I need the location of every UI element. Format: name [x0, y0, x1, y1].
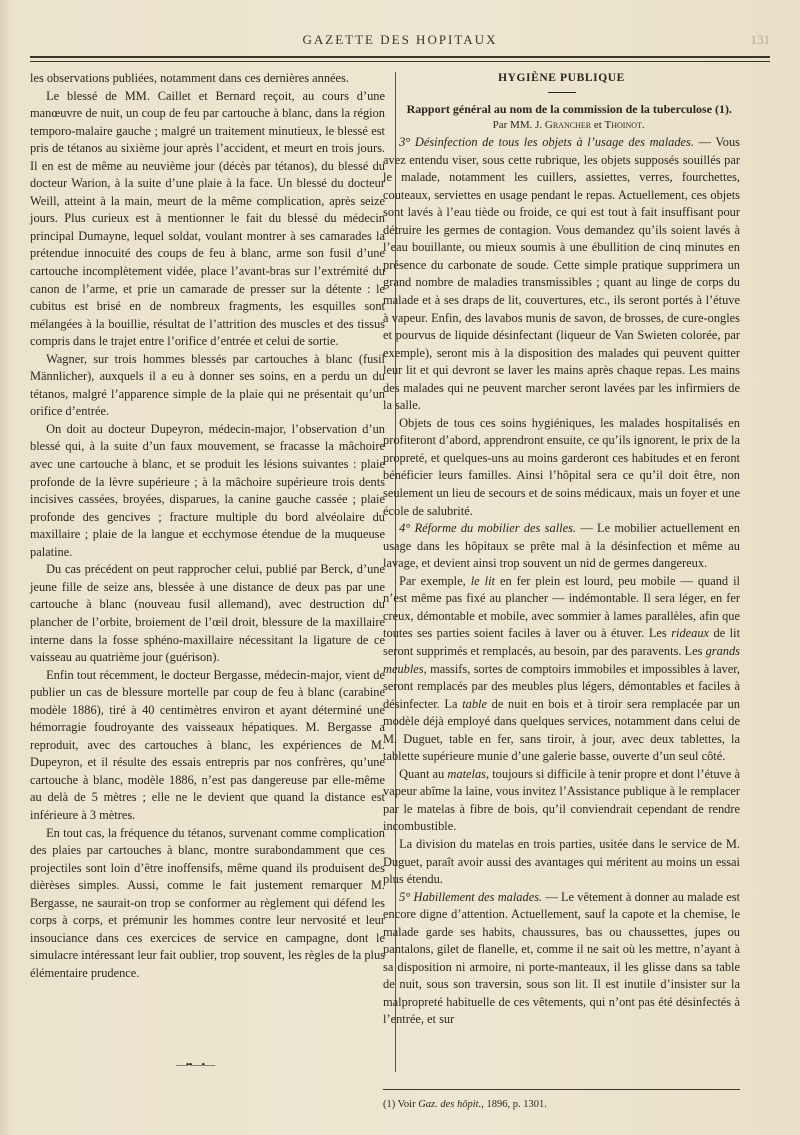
right-column [383, 70, 740, 1029]
left-column [30, 70, 385, 982]
report-title: Rapport général au nom de la commission de la tuberculose (1). [406, 101, 733, 116]
header-rule [30, 56, 770, 58]
page-header [30, 30, 770, 54]
paragraph: La division du matelas en trois parties, usitée dans le service de M. Duguet, paraît avoir aussi des avantages qui méritent au moins un essai plus étendu. [383, 836, 740, 887]
paragraph-text: de nuit en bois et à tiroir sera remplacée par un modèle déjà employé dans quelques services, notamment dans celui de M. Duguet, table en fer, sans tiroir, à jour, avec deux tablettes, la tablette supérieure munie d’une galerie basse, ouverte d’un seul côté. [383, 696, 740, 764]
subheading: 5° Habillement des malades. [399, 889, 543, 904]
emphasis: le lit [470, 573, 495, 588]
subheading: 3° Désinfection de tous les objets à l’usage des malades. [399, 135, 694, 150]
page-number: 131 [750, 32, 770, 47]
subheading: 4° Réforme du mobilier des salles. [399, 521, 577, 536]
footnote-text: , 1896, p. 1301. [481, 1099, 547, 1110]
paragraph: Objets de tous ces soins hygiéniques, les malades hospitalisés en profiteront d’abord, apprendront ensuite, ce qu’ils ignorent, le prix de la propreté, et quelques-uns au moins garderont ces habitudes et en feront bénéficier leurs familles. Ainsi l’hôpital sera ce qu’il doit être, non seulement un lieu de secours et de soins médicaux, mais un foyer et une école de salubrité. [383, 415, 740, 518]
paragraph-text: , toujours si difficile à tenir propre et dont l’étuve à vapeur abîme la laine, vous invitez l’Assistance publique à le remplacer par le matelas à fibre de bois, qu’il conviendrait cependant de rendre incombustible. [383, 766, 740, 834]
paragraph-text: Quant au [399, 766, 448, 781]
paragraph: Enfin tout récemment, le docteur Bergasse, médecin-major, vient de publier un cas de blessure mortelle par coup de feu à blanc (carabine modèle 1886), tiré à 40 centimètres environ et ayant déterminé une hémorragie foudroyante des vaisseaux hépatiques. M. Bergasse a reproduit, avec des cartouches à blanc, les expériences de M. Dupeyron, et il résulte des essais entrepris par nos confrères, qu’une cartouche à blanc, modèle 1886, n’est pas dangereuse par elle-même au delà de 5 mètres ; elle ne le devient que quand la distance est inférieure à 3 mètres. [30, 667, 385, 822]
paragraph: Du cas précédent on peut rapprocher celui, publié par Berck, d’une jeune fille de seize ans, blessée à une distance de deux pas par une cartouche à blanc (nouveau fusil allemand), avec destruction du plancher de l’orbite, broiement de l’œil droit, blessure de la maxillaire interne dans la fosse sphéno-maxillaire nécessitant la ligature de ce vaisseau au quatrième jour (guérison). [30, 562, 385, 665]
footnote-source: Gaz. des hôpit. [418, 1099, 482, 1110]
paragraph-text: de lit seront supprimés et remplacés, au besoin, par des paravents. Les [383, 626, 741, 658]
paragraph-text: — Le vêtement à donner au malade est encore digne d’attention. Actuellement, sauf la capote et la chemise, le malade garde ses habits, chaussures, bas ou chaussettes, jupes ou pantalons, gilet de flanelle, et, comme il ne sait où les mettre, n’ayant à sa disposition ni armoire, ni porte-manteaux, il les glisse dans sa table de nuit, sous son traversin, sous son lit. Il est inutile d’insister sur la malpropreté habituelle de ces vêtements, qui n’ont pas été désinfectés à l’entrée, et sur [383, 889, 740, 1027]
paragraph-text: , massifs, sortes de comptoirs immobiles et impossibles à laver, seront remplacés par des meubles plus légers, démontables et faciles à désinfecter. La [383, 661, 740, 711]
paragraph-text: — Le mobilier actuellement en usage dans les hôpitaux se prête mal à la désinfection et même au lavage, et devient ainsi trop souvent un nid de germes dangereux. [383, 521, 740, 571]
paragraph: les observations publiées, notamment dans ces dernières années. [30, 71, 349, 85]
journal-title: GAZETTE DES HOPITAUX [302, 32, 498, 47]
paragraph [383, 134, 740, 415]
authors-prefix: Par MM. J. [492, 118, 543, 131]
paragraph: On doit au docteur Dupeyron, médecin-major, l’observation d’un blessé qui, à la suite d’un faux mouvement, se fracasse la mâchoire avec une cartouche à blanc, et se produit les lésions suivantes : plaie profonde de la lèvre supérieure ; à la mâchoire supérieure trois dents incisives cassées, broyées, disparues, la canine gauche cassée ; plaie profonde des gencives ; fracture multiple du bord alvéolaire du maxillaire ; plaie de la langue et ecchymose étendue de la muqueuse palatine. [30, 421, 385, 559]
footnote [383, 1099, 547, 1110]
paragraph-text: — Vous avez entendu viser, sous cette rubrique, les objets supposés souillés par le malade, notamment les cuillers, assiettes, verres, fourchettes, couteaux, serviettes en usage pendant le repas. Actuellement, ces objets sont lavés à l’eau tiède ou froide, ce qui est tout à fait insuffisant pour détruire les germes de contagion. Vous demandez qu’ils soient lavés à l’eau bouillante, ou mieux soumis à une ébullition de cinq minutes en présence du carbonate de soude. Cette simple pratique supprimera un grand nombre de maladies transmissibles ; quant au linge de corps du malade et à ses draps de lit, couvertures, etc., ils seront portés à l’étuve à vapeur. Enfin, des lavabos munis de savon, de brosses, de cure-ongles et pourvus de liquide désinfectant (liqueur de Van Swieten colorée, par exemple), seront mis à la disposition des malades qui peuvent quitter leur lit et qui devront se laver les mains après chaque repas. Les mains des malades qui ne peuvent marcher seront lavées par les infirmiers de la salle. [383, 135, 740, 413]
end-ornament: —••—•— [175, 1059, 215, 1071]
footnote-text: (1) Voir [383, 1099, 419, 1110]
paragraph: Wagner, sur trois hommes blessés par cartouches à blanc (fusil Männlicher), auxquels il a eu à donner ses soins, en a perdu un du tétanos, malgré l’apparence simple de la plaie qui ne présentait qu’un orifice d’entrée. [30, 351, 385, 419]
paragraph: En tout cas, la fréquence du tétanos, survenant comme complication des plaies par cartouches à blanc, montre surabondamment que ces projectiles sont loin d’être inoffensifs, même quand ils produisent des dièrèses simples. Aussi, comme le fait justement remarquer M. Bergasse, ne saurait-on trop se conformer au règlement qui défend les corps à corps, et prémunir les hommes contre leur nervosité et leur insouciance dans ces exercices de service en campagne, dont le simulacre intéressant leur fait oublier, trop souvent, les règles de la plus élémentaire prudence. [30, 825, 385, 980]
emphasis: rideaux [671, 626, 710, 641]
author-name: Thoinot. [604, 118, 645, 131]
footnote-rule [383, 1089, 740, 1090]
paragraph: Le blessé de MM. Caillet et Bernard reçoit, au cours d’une manœuvre de nuit, un coup de feu par cartouche à blanc, dans la région temporo-malaire gauche ; malgré un traitement minutieux, le blessé est pris de tétanos au sixième jour après l’accident, et meurt en trois jours. Il en est de même au neuvième jour (décès par tétanos), du blessé du docteur Warion, à la suite d’une plaie à la face. Un blessé du docteur Weill, atteint à la main, meurt de la même complication, après seize jours. Plus curieux est à mentionner le fait du blessé du médecin principal Dumayne, lequel soldat, voulant montrer à ses camarades la prétendue innocuité des coups de feu à blanc, arme son fusil d’une cartouche incomplètement vidée, place l’avant-bras sur l’extrémité du canon de l’arme, et prie un camarade de presser sur la détente : le cubitus est brisé en de nombreux fragments, les esquilles sont mélangées à la bouillie, résultat de l’attrition des muscles et des tissus compris dans le trajet entre l’orifice d’entrée et celui de sortie. [30, 88, 385, 349]
paragraph-text: en fer plein est lourd, peu mobile — quand il n’est même pas fixé au plancher — indémontable. Il sera léger, en fer creux, démontable et mobile, avec sommier à lames parallèles, afin que toutes ses parties soient faciles à laver ou à étuver. Les [383, 573, 740, 641]
title-rule [548, 92, 576, 93]
emphasis: grands meubles [383, 643, 740, 676]
emphasis: table [462, 696, 487, 711]
paragraph [383, 766, 740, 836]
emphasis: matelas [447, 766, 486, 781]
authors-line [383, 117, 740, 135]
section-title: HYGIÈNE PUBLIQUE [498, 72, 625, 84]
header-rule-thin [30, 61, 770, 62]
author-name: Grancher [544, 118, 592, 131]
paragraph [383, 573, 740, 766]
paragraph-text: Par exemple, [399, 573, 471, 588]
authors-conjunction: et [593, 118, 602, 131]
paragraph [383, 520, 740, 573]
paragraph [383, 889, 740, 1029]
